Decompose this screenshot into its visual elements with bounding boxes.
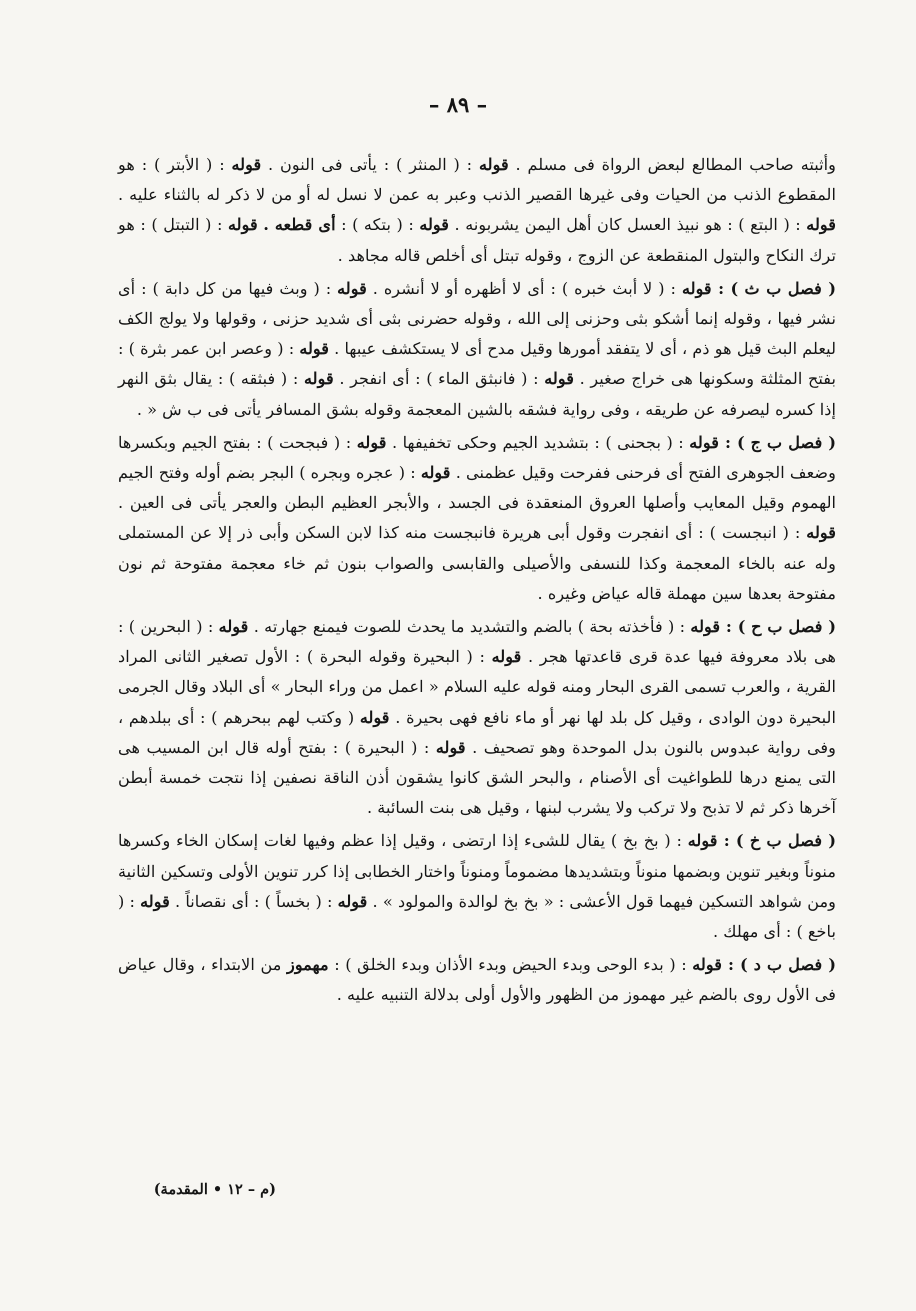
bold-term: قوله (806, 523, 836, 543)
bold-term: ( فصل ب د ) : قوله (692, 955, 836, 975)
text-run: : ( التبتل ) : هو ترك النكاح والبتول المنقطعة عن الزوج ، وقوله تبتل أى أخلص قاله مجاهد . (118, 215, 836, 265)
page-footer-signature: (م – ١٢ • المقدمة) (153, 1181, 276, 1198)
text-run: : ( البحيرة ) : بفتح أوله قال ابن المسيب هى التى يمنع درها للطواغيت أى الأصنام ، والبحر الشق كانوا يشقون أذن الناقة نصفين إذا نتجت خمسة أبطن آخرها ذكر ثم لا تذبح ولا تركب ولا يشرب لبنها ، وقيل هى بنت السائبة . (118, 737, 836, 818)
bold-term: قوله (140, 891, 170, 911)
paragraph (118, 950, 836, 1010)
page-number: – ٨٩ – (428, 92, 488, 117)
text-run: : ( الأبتر ) : هو المقطوع الذنب من الحيات وفى غيرها القصير الذنب وعبر به عمن لا نسل له أو من لا ذكر له بالثناء عليه . (118, 155, 836, 205)
bold-term: ( فصل ب خ ) : قوله (687, 831, 836, 851)
text-run: : ( بدء الوحى وبدء الحيض وبدء الأذان وبدء الخلق ) : (328, 955, 693, 975)
paragraph (118, 428, 836, 609)
text-run: : ( بخ بخ ) يقال للشىء إذا ارتضى ، وقيل إذا عظم وفيها لغات إسكان الخاء وكسرها منوناً وبغير تنوين وبضمها منوناً وبتشديدها مضموماً ومنوناً واختار الخطابى إذا كرر تنوين الأولى وتسكين الثانية ومن شواهد التسكين فيهما قول الأعشى : « بخ بخ لوالدة والمولود » . (118, 831, 837, 911)
text-run: : ( البحيرة وقوله البحرة ) : الأول تصغير الثانى المراد القرية ، والعرب تسمى القرى البحار ومنه قوله عليه السلام « اعمل من وراء البحار » أى البلاد وقال الجرمى البحيرة دون الوادى ، وقيل كل بلد لها نهر أو ماء نافع فهى بحيرة . (118, 647, 836, 727)
bold-term: قوله (337, 891, 368, 911)
bold-term: قوله (435, 737, 466, 757)
text-run: : ( المنثر ) : يأتى فى النون . (261, 155, 479, 174)
text-run: : ( انبجست ) : أى انفجرت وقول أبى هريرة فانبجست منه كذا لابن السكن وأبى ذر إلا عن المستملى وله عنه بالخاء المعجمة وكذا للنسفى والأصيلى والقابسى والصواب بنون ثم خاء معجمة مفتوحة ثم نون مفتوحة بعدها سين مهملة قاله عياض وغيره . (118, 523, 836, 603)
bold-term: قوله (359, 707, 390, 727)
bold-term: قوله (337, 278, 367, 298)
bold-term: قوله (218, 617, 249, 637)
text-run: : ( لا أبث خبره ) : أى لا أظهره أو لا أنشره . (366, 278, 682, 298)
bold-term: قوله (478, 155, 509, 174)
bold-term: قوله (303, 369, 334, 389)
text-run: : ( فبجحت ) : بفتح الجيم وبكسرها وضعف الجوهرى الفتح أى فرحنى ففرحت وقيل عظمنى . (118, 432, 836, 483)
bold-term: قوله (806, 215, 837, 235)
paragraph (118, 612, 836, 823)
text-run: وأثبته صاحب المطالع لبعض الرواة فى مسلم . (508, 155, 836, 174)
body-text (118, 150, 836, 1014)
paragraph (118, 274, 836, 425)
text-run: : ( فبثقه ) : يقال بثق النهر إذا كسره ليصرفه عن طريقه ، وفى رواية فشقه بالشين المعجمة وقوله بشق المسافر يأتى فى ب ش « . (118, 369, 836, 419)
text-run: ( وكتب لهم ببحرهم ) : أى ببلدهم ، وفى رواية عبدوس بالنون بدل الموحدة وهو تصحيف . (118, 707, 836, 757)
bold-term: قوله (231, 155, 262, 174)
text-run: : ( وبث فيها من كل دابة ) : أى نشر فيها ، وقوله إنما أشكو بثى وحزنى إلى الله ، وقوله حضرنى بثى أى شديد حزنى ، وقولها ولا يولج الكف ليعلم البث قيل هو ذم ، أى لا يتفقد أمورها وقيل مدح أى لا يستكشف عيبها . (118, 278, 836, 359)
bold-term: ( فصل ب ح ) : قوله (690, 617, 836, 637)
bold-term: قوله (299, 339, 330, 359)
text-run: : ( بتكه ) : (335, 215, 420, 235)
text-run: : ( فانبثق الماء ) : أى انفجر . (333, 369, 545, 389)
text-run: : ( فأخذته بحة ) بالضم والتشديد ما يحدث للصوت فيمنع جهارته . (248, 617, 691, 637)
bold-term: قوله (356, 432, 387, 452)
bold-term: قوله (227, 215, 258, 235)
text-run: : ( بخساً ) : أى نقصاناً . (169, 891, 338, 911)
text-run: : ( البتع ) : هو نبيذ العسل كان أهل اليمن يشربونه . (449, 215, 807, 235)
bold-term: ( فصل ب ث ) : قوله (681, 278, 836, 298)
bold-term: قوله (420, 463, 451, 483)
bold-term: قوله (491, 647, 522, 667)
paragraph (118, 826, 836, 947)
text-run: : ( بجحنى ) : بتشديد الجيم وحكى تخفيفها . (386, 432, 690, 452)
bold-term: قوله (544, 369, 574, 389)
bold-term: أى قطعه . (263, 215, 336, 235)
text-run: : ( البحرين ) : هى بلاد معروفة فيها عدة قرى قاعدتها هجر . (118, 617, 836, 667)
paragraph (118, 150, 836, 271)
bold-term: قوله (419, 215, 450, 235)
text-run: : ( باخع ) : أى مهلك . (118, 891, 836, 942)
text-run: : ( عجره وبجره ) البجر بضم أوله وفتح الجيم الهموم وقيل المعايب وأصلها العروق المنعقدة فى الجسد ، والأبجر العظيم البطن والعجر يأتى فى العين . (118, 463, 836, 513)
bold-term: مهموز (287, 955, 329, 975)
text-run: من الابتداء ، وقال عياض فى الأول روى بالضم غير مهموز من الظهور والأول أولى بدلالة التنبيه عليه . (118, 955, 836, 1005)
bold-term: ( فصل ب ج ) : قوله (689, 432, 836, 452)
text-run: : ( وعصر ابن عمر بثرة ) : بفتح المثلثة وسكونها هى خراج صغير . (118, 339, 837, 389)
